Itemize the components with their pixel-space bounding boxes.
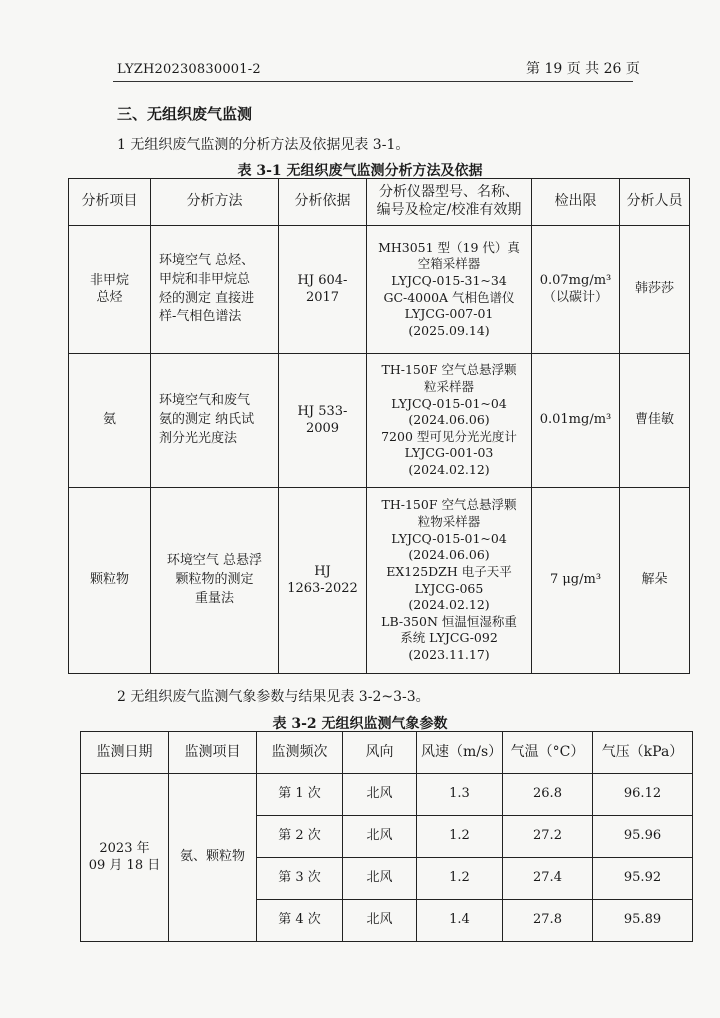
section-title: 三、无组织废气监测 <box>117 105 253 123</box>
temperature-cell: 26.8 <box>503 774 593 816</box>
header-cell: 气温（°C） <box>503 732 593 774</box>
freq-cell: 第 1 次 <box>257 774 343 816</box>
pressure-cell: 96.12 <box>593 774 693 816</box>
instrument-cell: TH-150F 空气总悬浮颗 粒采样器 LYJCQ-015-01~04 (2024.06.06) 7200 型可见分光光度计 LYJCG-001-03 (2024.02.12) <box>367 354 532 488</box>
limit-cell: 0.01mg/m³ <box>532 354 620 488</box>
wind-speed-cell: 1.4 <box>417 900 503 942</box>
temperature-cell: 27.2 <box>503 816 593 858</box>
pressure-cell: 95.92 <box>593 858 693 900</box>
weather-parameter-table <box>80 731 693 942</box>
item-cell: 氨 <box>69 354 151 488</box>
limit-cell: 7 μg/m³ <box>532 488 620 674</box>
table-header-row <box>69 179 690 226</box>
method-cell: 环境空气 总悬浮 颗粒物的测定 重量法 <box>151 488 279 674</box>
wind-direction-cell: 北风 <box>343 774 417 816</box>
method-cell: 环境空气 总烃、 甲烷和非甲烷总 烃的测定 直接进 样-气相色谱法 <box>151 226 279 354</box>
temperature-cell: 27.4 <box>503 858 593 900</box>
wind-speed-cell: 1.2 <box>417 858 503 900</box>
table-row <box>69 354 690 488</box>
table-header-row <box>81 732 693 774</box>
intro-paragraph-1: 1 无组织废气监测的分析方法及依据见表 3-1。 <box>117 137 410 153</box>
analysis-method-table <box>68 178 690 674</box>
date-cell: 2023 年 09 月 18 日 <box>81 774 169 942</box>
project-cell: 氨、颗粒物 <box>169 774 257 942</box>
wind-speed-cell: 1.3 <box>417 774 503 816</box>
header-cell: 分析仪器型号、名称、 编号及检定/校准有效期 <box>367 179 532 226</box>
intro-paragraph-2: 2 无组织废气监测气象参数与结果见表 3-2~3-3。 <box>117 689 430 705</box>
header-cell: 检出限 <box>532 179 620 226</box>
table-row <box>69 226 690 354</box>
header-cell: 分析依据 <box>279 179 367 226</box>
header-rule <box>113 81 633 82</box>
document-number: LYZH20230830001-2 <box>117 62 261 77</box>
header-cell: 监测频次 <box>257 732 343 774</box>
header-cell: 监测日期 <box>81 732 169 774</box>
page-info: 第 19 页 共 26 页 <box>526 61 640 77</box>
header-cell: 气压（kPa） <box>593 732 693 774</box>
wind-direction-cell: 北风 <box>343 900 417 942</box>
table-row <box>81 774 693 816</box>
item-cell: 非甲烷 总烃 <box>69 226 151 354</box>
table1-caption: 表 3-1 无组织废气监测分析方法及依据 <box>237 163 483 179</box>
table-row <box>69 488 690 674</box>
freq-cell: 第 4 次 <box>257 900 343 942</box>
table2-caption: 表 3-2 无组织监测气象参数 <box>272 716 448 732</box>
header-cell: 风向 <box>343 732 417 774</box>
wind-direction-cell: 北风 <box>343 858 417 900</box>
analyst-cell: 韩莎莎 <box>620 226 690 354</box>
basis-cell: HJ 1263-2022 <box>279 488 367 674</box>
analyst-cell: 曹佳敏 <box>620 354 690 488</box>
basis-cell: HJ 533-2009 <box>279 354 367 488</box>
limit-cell: 0.07mg/m³ （以碳计） <box>532 226 620 354</box>
pressure-cell: 95.89 <box>593 900 693 942</box>
basis-cell: HJ 604-2017 <box>279 226 367 354</box>
pressure-cell: 95.96 <box>593 816 693 858</box>
instrument-cell: TH-150F 空气总悬浮颗 粒物采样器 LYJCQ-015-01~04 (2024.06.06) EX125DZH 电子天平 LYJCG-065 (2024.02.12) LB-350N 恒温恒湿称重 系统 LYJCG-092 (2023.11.17) <box>367 488 532 674</box>
method-cell: 环境空气和废气 氨的测定 纳氏试 剂分光光度法 <box>151 354 279 488</box>
header-cell: 分析方法 <box>151 179 279 226</box>
item-cell: 颗粒物 <box>69 488 151 674</box>
analyst-cell: 解朵 <box>620 488 690 674</box>
header-cell: 分析项目 <box>69 179 151 226</box>
freq-cell: 第 3 次 <box>257 858 343 900</box>
header-cell: 分析人员 <box>620 179 690 226</box>
freq-cell: 第 2 次 <box>257 816 343 858</box>
wind-direction-cell: 北风 <box>343 816 417 858</box>
header-cell: 监测项目 <box>169 732 257 774</box>
wind-speed-cell: 1.2 <box>417 816 503 858</box>
instrument-cell: MH3051 型（19 代）真 空箱采样器 LYJCQ-015-31~34 GC-4000A 气相色谱仪 LYJCG-007-01 (2025.09.14) <box>367 226 532 354</box>
header-cell: 风速（m/s） <box>417 732 503 774</box>
temperature-cell: 27.8 <box>503 900 593 942</box>
